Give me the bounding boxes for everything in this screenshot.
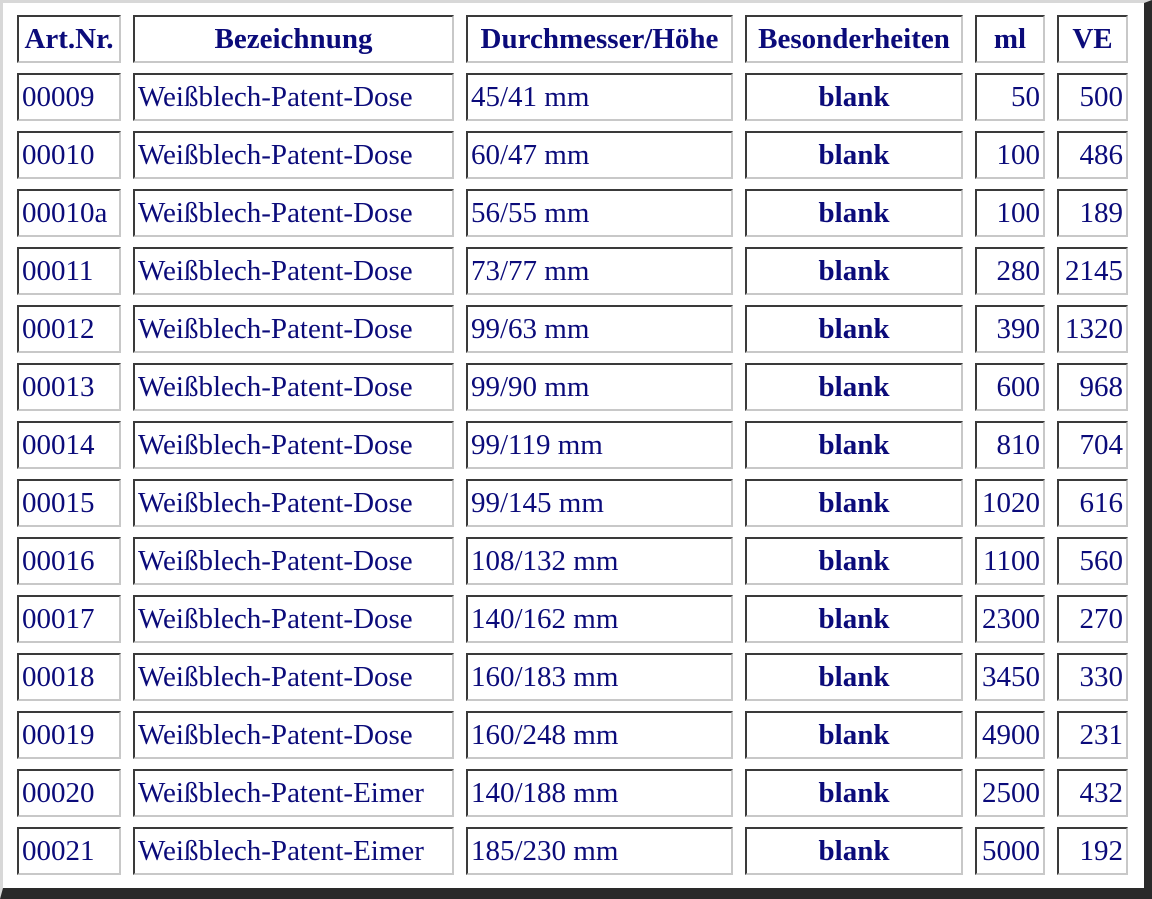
- cell-art-nr: 00010: [17, 131, 121, 179]
- table-row: [17, 363, 1128, 411]
- cell-besonderheiten: blank: [745, 711, 963, 759]
- cell-ml: 390: [975, 305, 1045, 353]
- table-body: [17, 73, 1128, 875]
- cell-durchmesser-hoehe: 99/145 mm: [466, 479, 733, 527]
- cell-bezeichnung: Weißblech-Patent-Dose: [133, 479, 454, 527]
- cell-ml: 1100: [975, 537, 1045, 585]
- cell-art-nr: 00015: [17, 479, 121, 527]
- cell-art-nr: 00011: [17, 247, 121, 295]
- cell-art-nr: 00017: [17, 595, 121, 643]
- cell-besonderheiten: blank: [745, 73, 963, 121]
- cell-durchmesser-hoehe: 140/162 mm: [466, 595, 733, 643]
- header-durchmesser-hoehe: Durchmesser/Höhe: [466, 15, 733, 63]
- cell-bezeichnung: Weißblech-Patent-Dose: [133, 131, 454, 179]
- cell-ve: 270: [1057, 595, 1128, 643]
- cell-bezeichnung: Weißblech-Patent-Dose: [133, 189, 454, 237]
- table-row: [17, 711, 1128, 759]
- table-row: [17, 73, 1128, 121]
- cell-ve: 500: [1057, 73, 1128, 121]
- cell-ve: 560: [1057, 537, 1128, 585]
- cell-art-nr: 00020: [17, 769, 121, 817]
- cell-art-nr: 00014: [17, 421, 121, 469]
- cell-durchmesser-hoehe: 73/77 mm: [466, 247, 733, 295]
- cell-ml: 280: [975, 247, 1045, 295]
- cell-ml: 2500: [975, 769, 1045, 817]
- cell-ve: 968: [1057, 363, 1128, 411]
- cell-ve: 231: [1057, 711, 1128, 759]
- cell-art-nr: 00012: [17, 305, 121, 353]
- cell-bezeichnung: Weißblech-Patent-Dose: [133, 711, 454, 759]
- cell-ve: 192: [1057, 827, 1128, 875]
- product-table: [5, 5, 1140, 885]
- cell-ml: 3450: [975, 653, 1045, 701]
- cell-ve: 704: [1057, 421, 1128, 469]
- cell-ml: 100: [975, 131, 1045, 179]
- cell-durchmesser-hoehe: 45/41 mm: [466, 73, 733, 121]
- cell-durchmesser-hoehe: 99/63 mm: [466, 305, 733, 353]
- cell-durchmesser-hoehe: 140/188 mm: [466, 769, 733, 817]
- cell-art-nr: 00010a: [17, 189, 121, 237]
- cell-art-nr: 00009: [17, 73, 121, 121]
- cell-ml: 5000: [975, 827, 1045, 875]
- cell-art-nr: 00018: [17, 653, 121, 701]
- header-art-nr: Art.Nr.: [17, 15, 121, 63]
- table-row: [17, 305, 1128, 353]
- cell-bezeichnung: Weißblech-Patent-Dose: [133, 73, 454, 121]
- table-row: [17, 653, 1128, 701]
- header-ve: VE: [1057, 15, 1128, 63]
- cell-besonderheiten: blank: [745, 479, 963, 527]
- cell-besonderheiten: blank: [745, 769, 963, 817]
- cell-durchmesser-hoehe: 60/47 mm: [466, 131, 733, 179]
- cell-besonderheiten: blank: [745, 421, 963, 469]
- cell-art-nr: 00013: [17, 363, 121, 411]
- cell-art-nr: 00019: [17, 711, 121, 759]
- cell-bezeichnung: Weißblech-Patent-Dose: [133, 537, 454, 585]
- header-besonderheiten: Besonderheiten: [745, 15, 963, 63]
- cell-ve: 1320: [1057, 305, 1128, 353]
- cell-art-nr: 00016: [17, 537, 121, 585]
- cell-bezeichnung: Weißblech-Patent-Eimer: [133, 769, 454, 817]
- cell-ml: 600: [975, 363, 1045, 411]
- table-row: [17, 479, 1128, 527]
- cell-bezeichnung: Weißblech-Patent-Eimer: [133, 827, 454, 875]
- cell-ve: 616: [1057, 479, 1128, 527]
- cell-besonderheiten: blank: [745, 595, 963, 643]
- cell-besonderheiten: blank: [745, 537, 963, 585]
- cell-bezeichnung: Weißblech-Patent-Dose: [133, 247, 454, 295]
- cell-besonderheiten: blank: [745, 131, 963, 179]
- cell-bezeichnung: Weißblech-Patent-Dose: [133, 595, 454, 643]
- cell-ve: 330: [1057, 653, 1128, 701]
- header-bezeichnung: Bezeichnung: [133, 15, 454, 63]
- cell-besonderheiten: blank: [745, 305, 963, 353]
- cell-ml: 810: [975, 421, 1045, 469]
- table-row: [17, 537, 1128, 585]
- cell-durchmesser-hoehe: 99/90 mm: [466, 363, 733, 411]
- cell-durchmesser-hoehe: 99/119 mm: [466, 421, 733, 469]
- cell-durchmesser-hoehe: 108/132 mm: [466, 537, 733, 585]
- cell-ve: 2145: [1057, 247, 1128, 295]
- cell-ml: 1020: [975, 479, 1045, 527]
- table-row: [17, 131, 1128, 179]
- table-row: [17, 247, 1128, 295]
- table-row: [17, 827, 1128, 875]
- table-row: [17, 421, 1128, 469]
- header-ml: ml: [975, 15, 1045, 63]
- cell-besonderheiten: blank: [745, 827, 963, 875]
- cell-ml: 100: [975, 189, 1045, 237]
- cell-art-nr: 00021: [17, 827, 121, 875]
- cell-ve: 189: [1057, 189, 1128, 237]
- cell-besonderheiten: blank: [745, 363, 963, 411]
- cell-besonderheiten: blank: [745, 247, 963, 295]
- cell-durchmesser-hoehe: 185/230 mm: [466, 827, 733, 875]
- table-row: [17, 189, 1128, 237]
- cell-bezeichnung: Weißblech-Patent-Dose: [133, 305, 454, 353]
- cell-besonderheiten: blank: [745, 189, 963, 237]
- cell-durchmesser-hoehe: 160/248 mm: [466, 711, 733, 759]
- cell-durchmesser-hoehe: 56/55 mm: [466, 189, 733, 237]
- cell-ve: 486: [1057, 131, 1128, 179]
- cell-ml: 50: [975, 73, 1045, 121]
- cell-bezeichnung: Weißblech-Patent-Dose: [133, 363, 454, 411]
- cell-ml: 2300: [975, 595, 1045, 643]
- cell-bezeichnung: Weißblech-Patent-Dose: [133, 653, 454, 701]
- table-row: [17, 769, 1128, 817]
- table-header-row: [17, 15, 1128, 63]
- cell-besonderheiten: blank: [745, 653, 963, 701]
- table-row: [17, 595, 1128, 643]
- cell-bezeichnung: Weißblech-Patent-Dose: [133, 421, 454, 469]
- cell-ve: 432: [1057, 769, 1128, 817]
- cell-ml: 4900: [975, 711, 1045, 759]
- cell-durchmesser-hoehe: 160/183 mm: [466, 653, 733, 701]
